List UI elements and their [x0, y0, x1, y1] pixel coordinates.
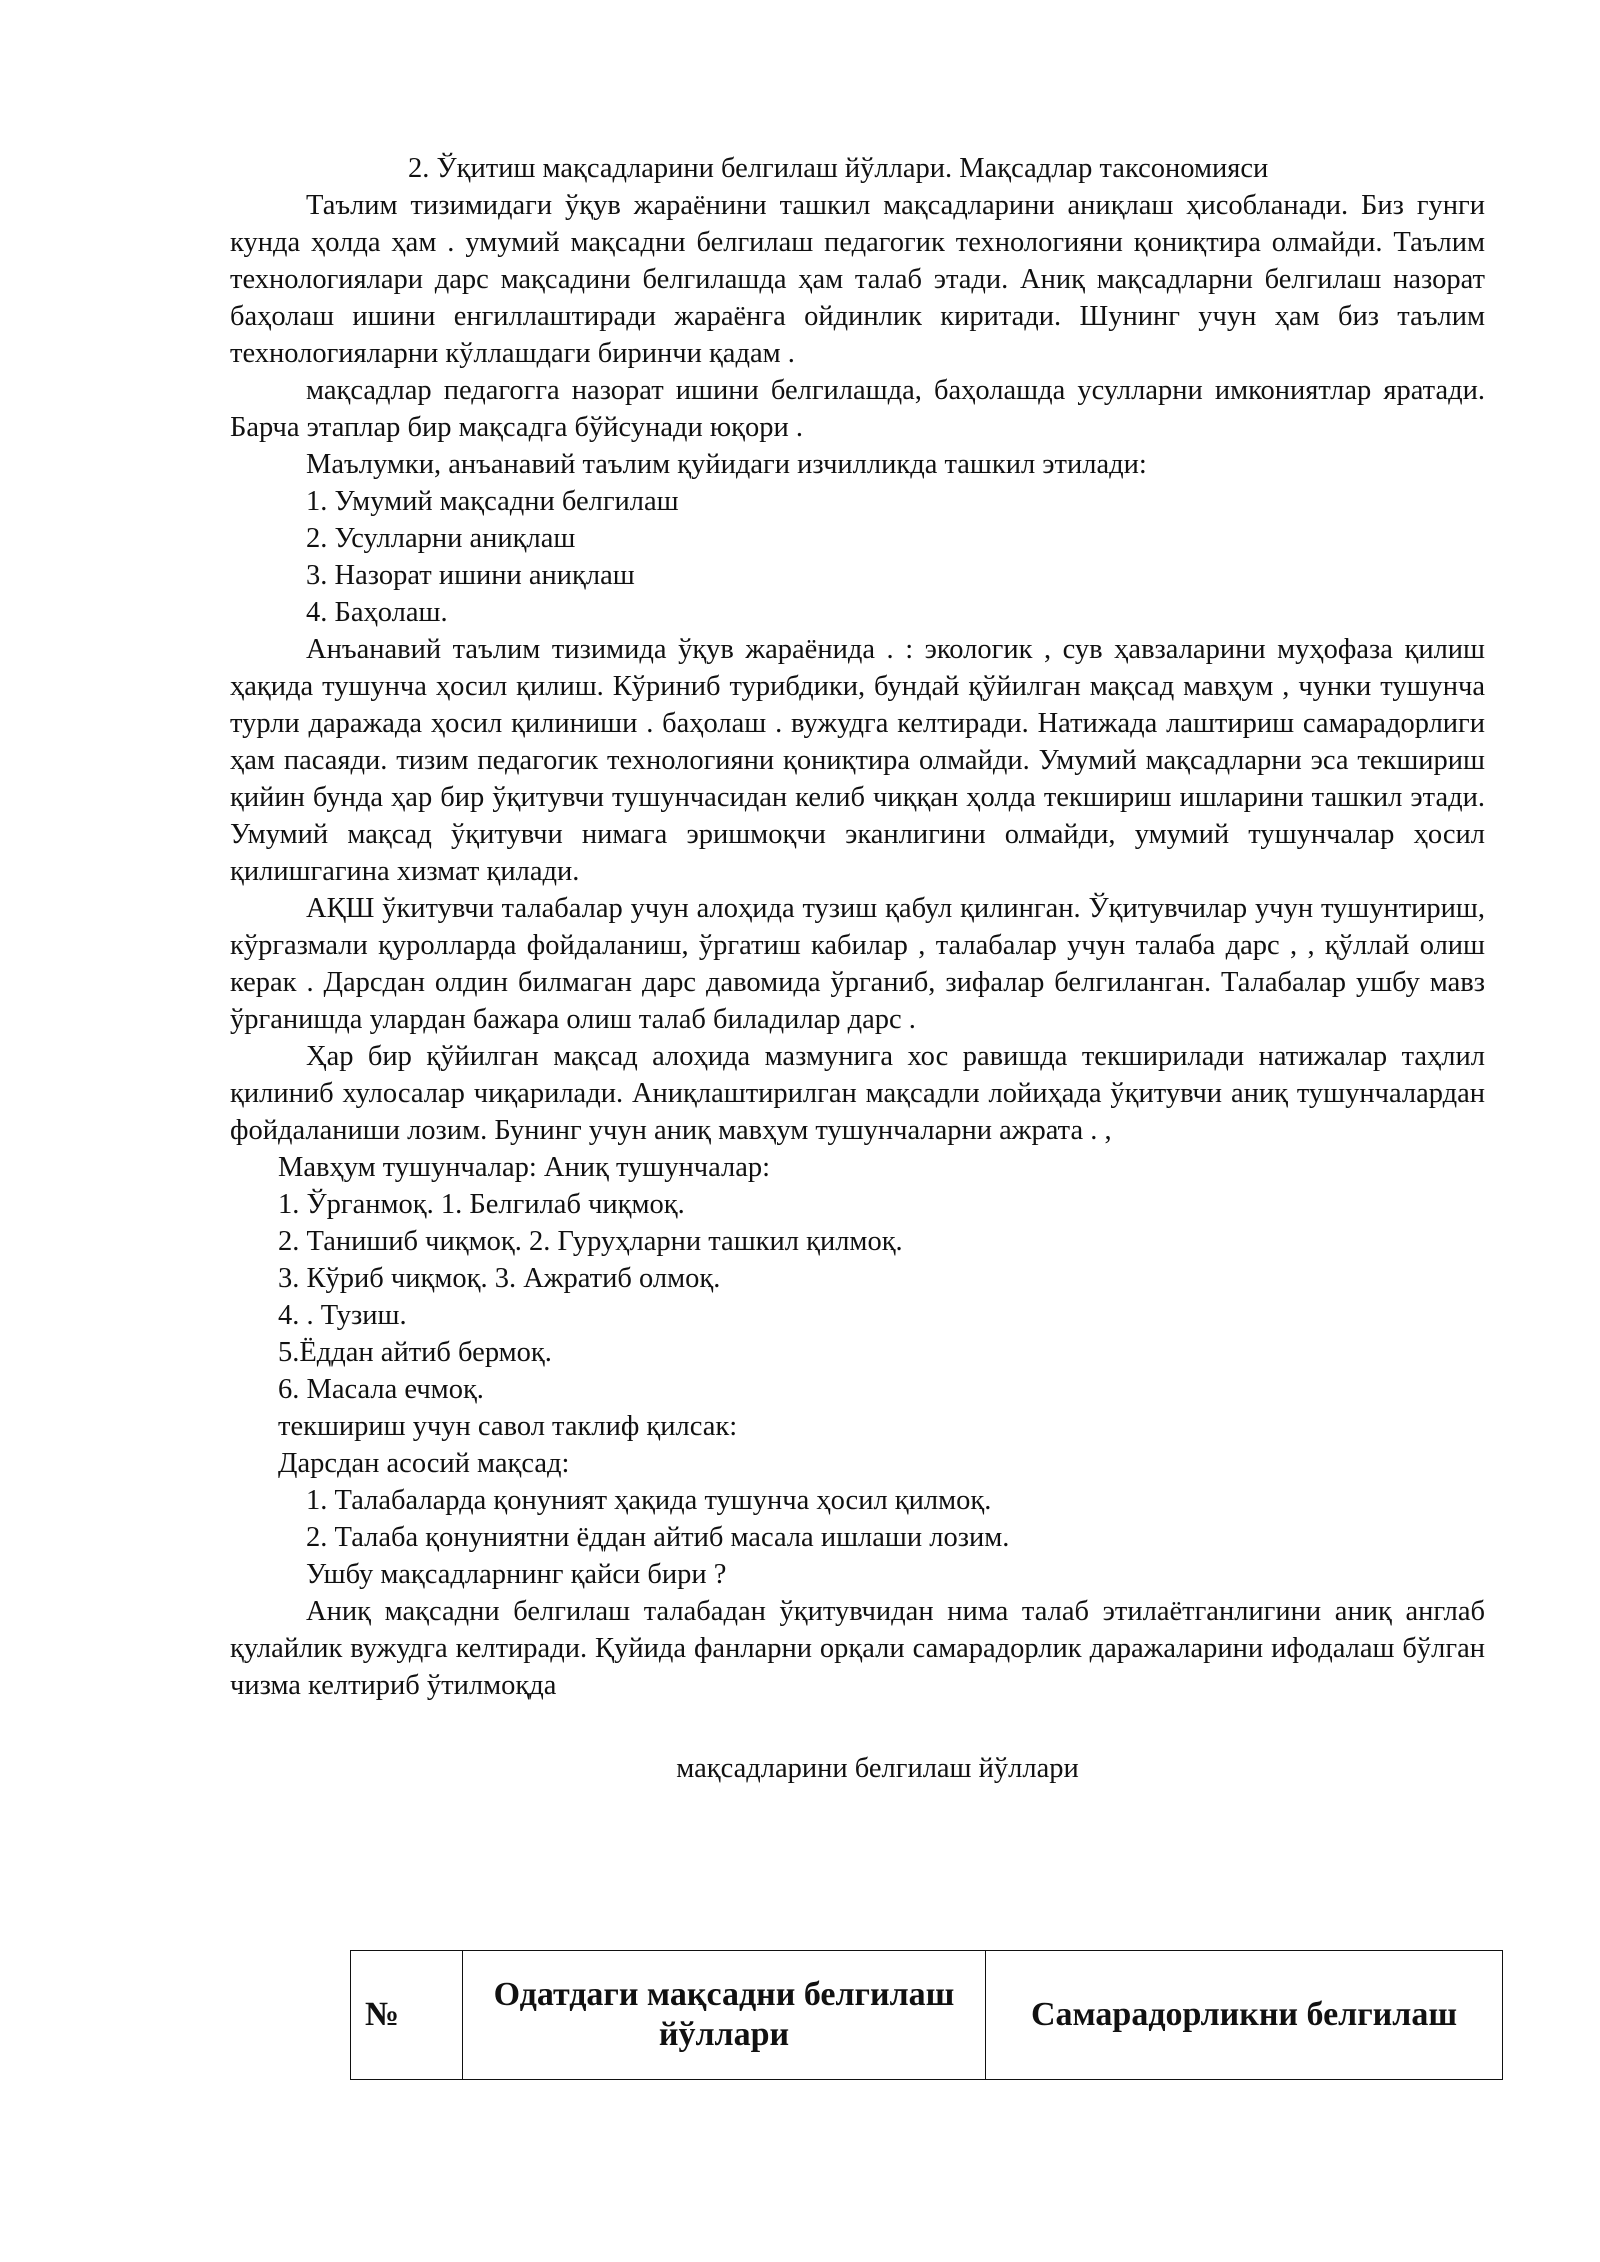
table-header-usual-ways: Одатдаги мақсадни белгилаш йўллари [463, 1951, 986, 2080]
paragraph: Анъанавий таълим тизимида ўқув жараёнида . : экологик , сув ҳавзаларини муҳофаза қилиш ҳақида тушунча ҳосил қилиш. Кўриниб турибдики, бундай қўйилган мақсад мавҳум , чунки тушунча турли даражада ҳосил қилиниши . баҳолаш . вужудга келтиради. Натижада лаштириш самарадорлиги ҳам пасаяди. тизим педагогик технологияни қониқтира олмайди. Умумий мақсадларни эса текшириш қийин бунда ҳар бир ўқитувчи тушунчасидан келиб чиққан ҳолда текшириш ишларини ташкил этади. Умумий мақсад ўқитувчи нимага эришмоқчи эканлигини олмайди, умумий тушунчалар ҳосил қилишгагина хизмат қилади. [230, 634, 1485, 887]
list-item: 3. Кўриб чиқмоқ. 3. Ажратиб олмоқ. [278, 1263, 721, 1294]
list-item: 1. Ўрганмоқ. 1. Белгилаб чиқмоқ. [278, 1189, 685, 1220]
section-title: 2. Ўқитиш мақсадларини белгилаш йўллари. Мақсадлар таксономияси [408, 153, 1269, 184]
list-item: 2. Талаба қонуниятни ёддан айтиб масала ишлаши лозим. [306, 1522, 1010, 1553]
paragraph: Таълим тизимидаги ўқув жараёнини ташкил мақсадларини аниқлаш ҳисобланади. Биз гунги кунда ҳолда ҳам . умумий мақсадни белгилаш педагогик технологияни қониқтира олмайди. Таълим технологиялари дарс мақсадини белгилашда ҳам талаб этади. Аниқ мақсадларни белгилаш назорат баҳолаш ишини енгиллаштиради жараёнга ойдинлик киритади. Шунинг учун ҳам биз таълим технологияларни кўллашдаги биринчи қадам . [230, 190, 1485, 369]
list-item: текшириш учун савол таклиф қилсак: [278, 1411, 738, 1442]
paragraph: АҚШ ўкитувчи талабалар учун алоҳида тузиш қабул қилинган. Ўқитувчилар учун тушунтириш, кўргазмали қуролларда фойдаланиш, ўргатиш кабилар , талабалар учун талаба дарс , , қўллай олиш керак . Дарсдан олдин билмаган дарс давомида ўрганиб, зифалар белгиланган. Талабалар ушбу мавз ўрганишда улардан бажара олиш талаб биладилар дарс . [230, 893, 1485, 1035]
list-item: Мавҳум тушунчалар: Аниқ тушунчалар: [278, 1152, 771, 1183]
document-page [230, 150, 1485, 1787]
list-item: Дарсдан асосий мақсад: [278, 1448, 570, 1479]
paragraph: Аниқ мақсадни белгилаш талабадан ўқитувчидан нима талаб этилаётганлигини аниқ англаб қулайлик вужудга келтиради. Қуйида фанларни орқали самарадорлик даражаларини ифодалаш бўлган чизма келтириб ўтилмоқда [230, 1596, 1485, 1701]
list-item: 1. Умумий мақсадни белгилаш [306, 486, 679, 517]
list-item: 4. . Тузиш. [278, 1300, 407, 1331]
list-item: 3. Назорат ишини аниқлаш [306, 560, 635, 591]
comparison-table [350, 1950, 1503, 2080]
table-caption: мақсадларини белгилаш йўллари [676, 1753, 1079, 1784]
table-header-row [351, 1951, 1503, 2080]
list-item: 4. Баҳолаш. [306, 597, 448, 628]
list-item: 2. Танишиб чиқмоқ. 2. Гуруҳларни ташкил қилмоқ. [278, 1226, 903, 1257]
list-item: 1. Талабаларда қонуният ҳақида тушунча ҳосил қилмоқ. [306, 1485, 992, 1516]
list-item: 6. Масала ечмоқ. [278, 1374, 484, 1405]
table-header-efficiency: Самарадорликни белгилаш [986, 1951, 1503, 2080]
list-item: 2. Усулларни аниқлаш [306, 523, 576, 554]
paragraph: мақсадлар педагогга назорат ишини белгилашда, баҳолашда усулларни имкониятлар яратади. Барча этаплар бир мақсадга бўйсунади юқори . [230, 375, 1485, 443]
paragraph: Ҳар бир қўйилган мақсад алоҳида мазмунига хос равишда текширилади натижалар таҳлил қилиниб хулосалар чиқарилади. Аниқлаштирилган мақсадли лойиҳада ўқитувчи аниқ тушунчалардан фойдаланиши лозим. Бунинг учун аниқ мавҳум тушунчаларни ажрата . , [230, 1041, 1485, 1146]
list-item: Ушбу мақсадларнинг қайси бири ? [306, 1559, 727, 1590]
paragraph: Маълумки, анъанавий таълим қуйидаги изчилликда ташкил этилади: [306, 449, 1147, 480]
list-item: 5.Ёддан айтиб бермоқ. [278, 1337, 552, 1368]
table-header-number: № [351, 1951, 463, 2080]
